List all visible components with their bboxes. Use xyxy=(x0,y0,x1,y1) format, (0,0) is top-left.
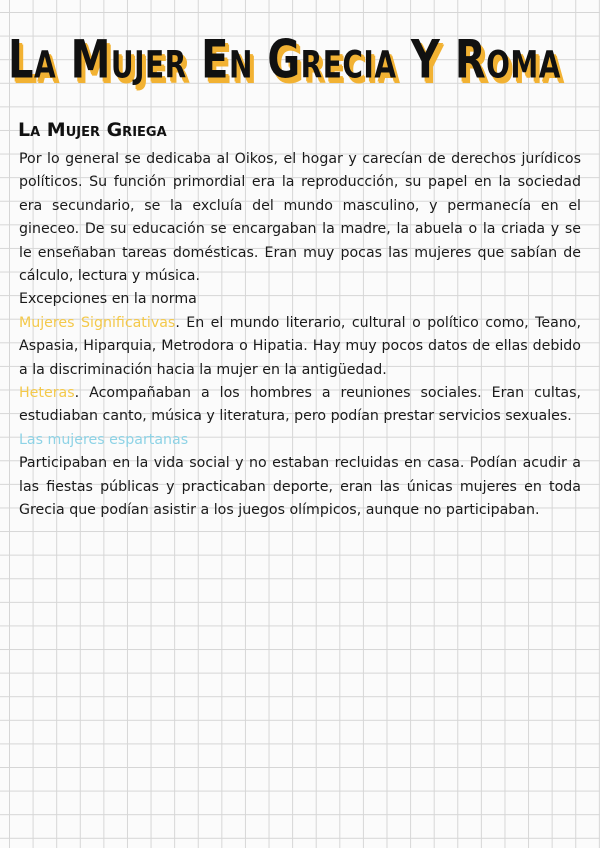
mujeres-highlight: Mujeres Significativas xyxy=(19,314,176,331)
heteras-paragraph xyxy=(19,382,581,429)
exceptions-line: Excepciones en la norma xyxy=(19,291,197,308)
section-heading: La Mujer Griega xyxy=(18,119,167,141)
notes-body xyxy=(19,148,581,523)
espartanas-highlight: Las mujeres espartanas xyxy=(19,431,189,448)
espartanas-paragraph: Participaban en la vida social y no estaban recluidas en casa. Podían acudir a las fiestas públicas y practicaban deporte, eran las únicas mujeres en toda Grecia que podían asistir a los juegos olímpicos, aunque no participaban. xyxy=(19,455,581,519)
mujeres-text: . En el mundo literario, cultural o político como, Teano, Aspasia, Hiparquia, Metrodora o Hipatia. Hay muy pocos datos de ellas debido a la discriminación hacia la mujer en la antigüedad. xyxy=(19,314,581,378)
heteras-text: . Acompañaban a los hombres a reuniones sociales. Eran cultas, estudiaban canto, música y literatura, pero podían prestar servicios sexuales. xyxy=(19,385,581,425)
intro-paragraph: Por lo general se dedicaba al Oikos, el hogar y carecían de derechos jurídicos políticos. Su función primordial era la reproducción, su papel en la sociedad era secundario, se la excluía del mundo masculino, y permanecía en el gineceo. De su educación se encargaban la madre, la abuela o la criada y se le enseñaban tareas domésticas. Eran muy pocas las mujeres que sabían de cálculo, lectura y música. xyxy=(19,151,581,285)
mujeres-paragraph xyxy=(19,312,581,382)
heteras-highlight: Heteras xyxy=(19,385,75,402)
espartanas-heading xyxy=(19,429,581,452)
page-title: La Mujer En Grecia Y Roma xyxy=(8,30,561,91)
